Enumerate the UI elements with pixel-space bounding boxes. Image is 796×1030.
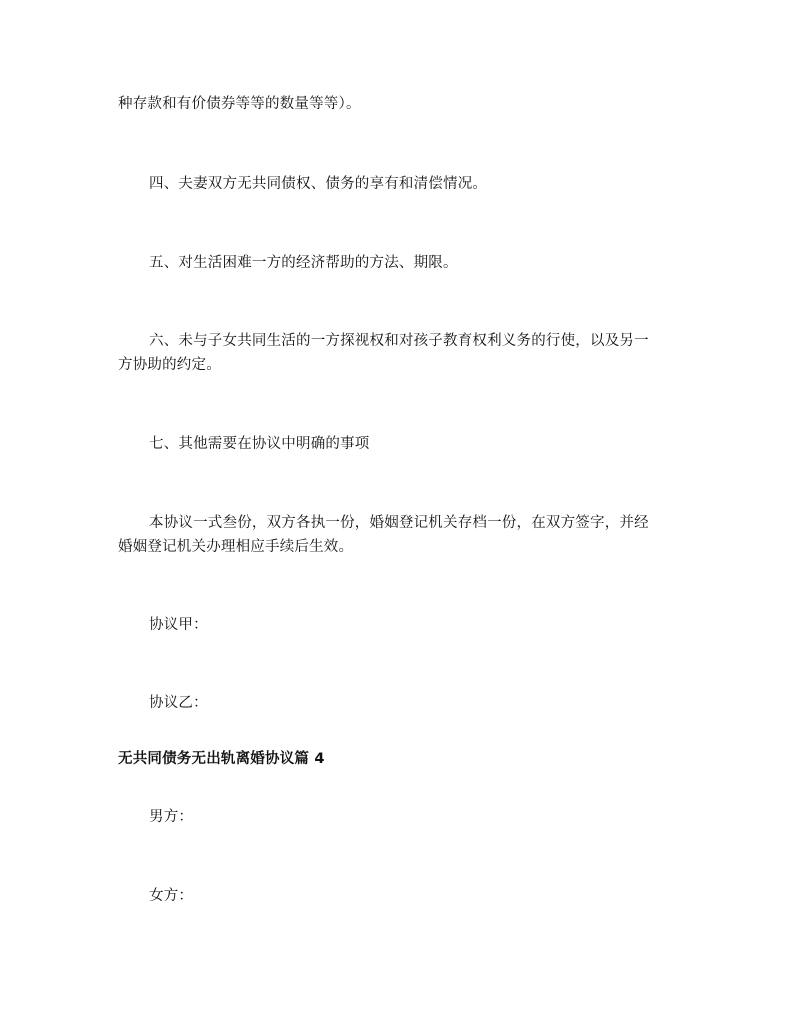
paragraph-line: 四、夫妻双方无共同债权、债务的享有和清偿情况。 <box>149 176 488 192</box>
paragraph-line: 方协助的约定。 <box>118 357 221 373</box>
man-label: 男方： <box>149 809 194 825</box>
signature-label-a: 协议甲： <box>149 617 208 633</box>
signature-label-b: 协议乙： <box>149 695 208 711</box>
paragraph-line: 五、对生活困难一方的经济帮助的方法、期限。 <box>149 255 458 271</box>
paragraph-line: 种存款和有价债券等等的数量等等）。 <box>118 96 361 112</box>
paragraph-line: 六、未与子女共同生活的一方探视权和对孩子教育权利义务的行使，以及另一 <box>149 333 649 349</box>
section-heading: 无共同债务无出轨离婚协议篇 4 <box>118 751 325 767</box>
paragraph-line: 七、其他需要在协议中明确的事项 <box>149 436 370 452</box>
woman-label: 女方： <box>149 888 194 904</box>
paragraph-line: 本协议一式叁份，双方各执一份，婚姻登记机关存档一份，在双方签字，并经 <box>149 515 649 531</box>
paragraph-line: 婚姻登记机关办理相应手续后生效。 <box>118 539 354 555</box>
